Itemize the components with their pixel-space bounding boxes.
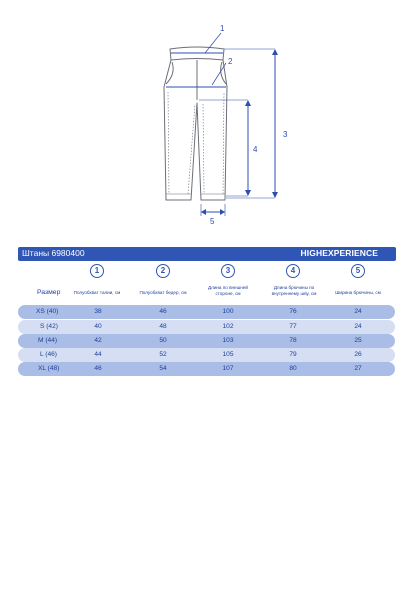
size-cell: S (42) [40,323,58,330]
leg-width-cell: 26 [354,351,362,358]
table-row [18,305,395,319]
hip-cell: 48 [159,323,167,330]
size-cell: XS (40) [36,308,59,315]
size-cell: M (44) [38,337,58,344]
diagram-label-2: 2 [228,57,233,66]
hip-cell: 50 [159,337,167,344]
hip-cell: 54 [159,365,167,372]
hip-cell: 46 [159,308,167,315]
pants-outline [164,47,227,200]
diagram-label-5: 5 [210,217,215,226]
waist-cell: 42 [94,337,102,344]
column-number-4: 4 [286,264,300,278]
table-row [18,334,395,348]
column-header-2: Полуобхват бедер, см [139,290,187,295]
column-header-4: Длина брючины по внутреннему шву, см [271,285,317,296]
column-number-3: 3 [221,264,235,278]
hip-cell: 52 [159,351,167,358]
inner-length-cell: 77 [289,323,297,330]
pants-measurement-diagram [0,0,400,235]
size-cell: XL (48) [38,365,60,372]
leg-width-cell: 24 [354,308,362,315]
table-title-banner [18,247,396,261]
waist-cell: 44 [94,351,102,358]
outer-length-cell: 100 [222,308,234,315]
leg-width-cell: 24 [354,323,362,330]
size-column-header: Размер [37,289,61,296]
table-row [18,362,395,376]
inner-length-cell: 78 [289,337,297,344]
product-title: Штаны 6980400 [22,248,85,258]
column-header-1: Полуобхват талии, см [73,290,121,295]
outer-length-cell: 103 [222,337,234,344]
outer-length-cell: 105 [222,351,234,358]
inner-length-cell: 80 [289,365,297,372]
size-cell: L (46) [40,351,57,358]
waist-cell: 46 [94,365,102,372]
leg-width-cell: 25 [354,337,362,344]
column-number-5: 5 [351,264,365,278]
diagram-label-1: 1 [220,24,225,33]
waist-cell: 40 [94,323,102,330]
waist-cell: 38 [94,308,102,315]
column-number-2: 2 [156,264,170,278]
inner-length-cell: 76 [289,308,297,315]
measurement-lines [166,33,278,216]
diagram-label-3: 3 [283,130,288,139]
column-number-1: 1 [90,264,104,278]
inner-length-cell: 79 [289,351,297,358]
table-row [18,348,395,362]
brand-name: HIGHEXPERIENCE [300,248,378,258]
outer-length-cell: 107 [222,365,234,372]
leg-width-cell: 27 [354,365,362,372]
table-row [18,320,395,334]
column-header-3: Длина по внешней стороне, см [208,285,248,296]
column-header-5: Ширина брючины, см [335,290,381,295]
diagram-label-4: 4 [253,145,258,154]
outer-length-cell: 102 [222,323,234,330]
